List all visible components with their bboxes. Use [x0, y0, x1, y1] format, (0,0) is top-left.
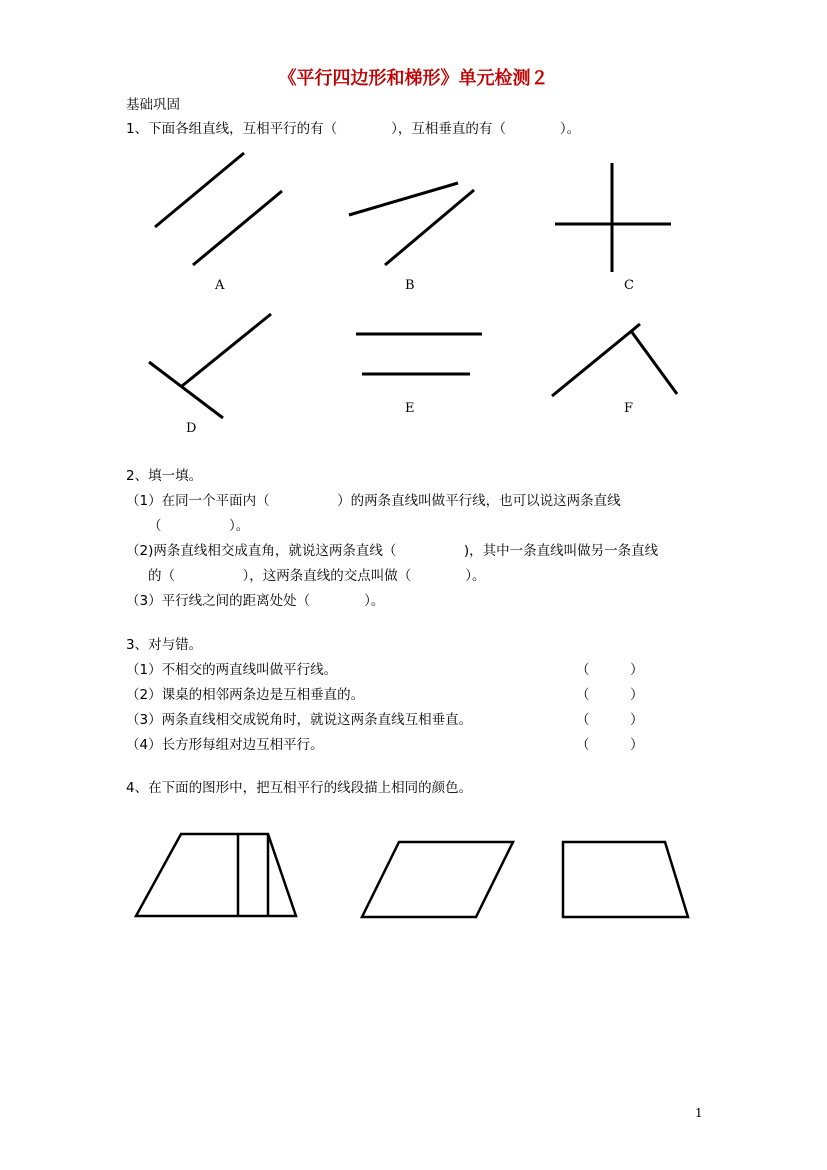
question-3-answer-box-3[interactable]: （ ）	[576, 712, 644, 728]
question-2-line-2: （2)两条直线相交成直角，就说这两条直线（ )，其中一条直线叫做另一条直线	[126, 543, 659, 559]
shape-parallelogram	[362, 842, 513, 917]
question-2-line-1-cont: （ ）。	[148, 518, 250, 534]
shape-trapezoid	[136, 834, 296, 916]
section-heading: 基础巩固	[126, 97, 180, 113]
figure-label-c: C	[624, 278, 634, 293]
question-3-item-1: （1）不相交的两直线叫做平行线。	[126, 662, 338, 678]
question-3-item-3: （3）两条直线相交成锐角时，就说这两条直线互相垂直。	[126, 712, 473, 728]
figure-label-a: A	[215, 278, 225, 293]
question-2-heading: 2、填一填。	[126, 468, 203, 484]
question-3-heading: 3、对与错。	[126, 637, 203, 653]
question-3-answer-box-1[interactable]: （ ）	[576, 662, 644, 678]
question-2-line-2-cont: 的（ ），这两条直线的交点叫做（ ）。	[148, 568, 486, 584]
page-number: 1	[695, 1106, 703, 1120]
question-3-item-4: （4）长方形每组对边互相平行。	[126, 737, 324, 753]
page-title: 《平行四边形和梯形》单元检测２	[278, 68, 549, 89]
figure-label-b: B	[405, 278, 415, 293]
question-1-text: 1、下面各组直线，互相平行的有（ ），互相垂直的有（ ）。	[126, 121, 581, 137]
question-4-text: 4、在下面的图形中，把互相平行的线段描上相同的颜色。	[126, 780, 473, 796]
figure-label-f: F	[624, 401, 634, 416]
question-2-line-1: （1）在同一个平面内（ ）的两条直线叫做平行线，也可以说这两条直线	[126, 493, 621, 509]
figure-label-e: E	[405, 401, 415, 416]
question-2-line-3: （3）平行线之间的距离处处（ ）。	[126, 593, 385, 609]
shape-right-trapezoid	[563, 842, 688, 917]
question-3-answer-box-4[interactable]: （ ）	[576, 737, 644, 753]
question-3-answer-box-2[interactable]: （ ）	[576, 687, 644, 703]
question-3-item-2: （2）课桌的相邻两条边是互相垂直的。	[126, 687, 365, 703]
figure-label-d: D	[186, 421, 197, 436]
